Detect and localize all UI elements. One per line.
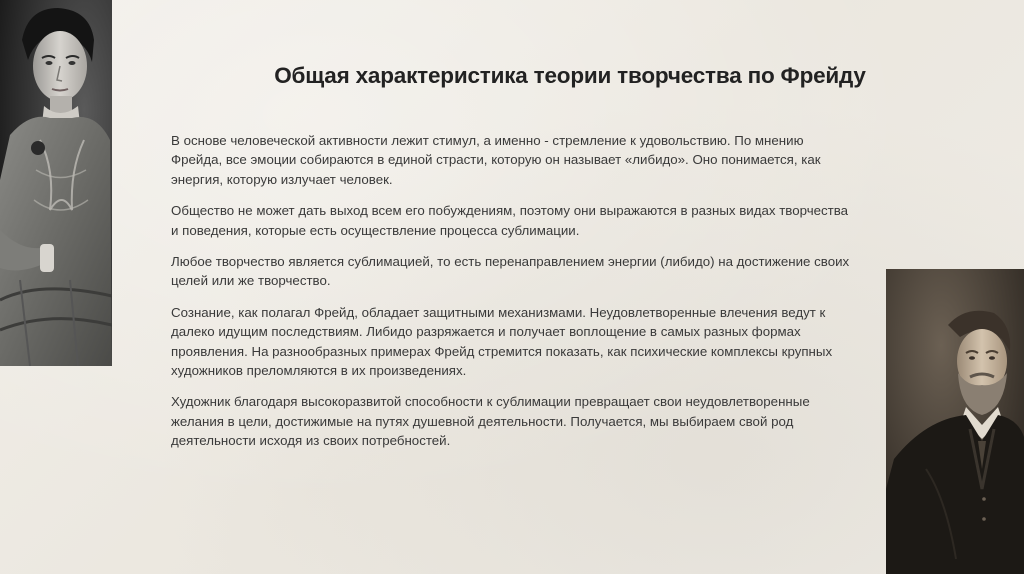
paragraph-consciousness: Сознание, как полагал Фрейд, обладает защитными механизмами. Неудовлетворенные влечения ведут к далеко идущим последствиям. Либидо разряжается и получает воплощение в самых разных формах проявления. На разнообразных примерах Фрейд стремится показать, как психические комплексы крупных художников преломляются в их произведениях. xyxy=(171,304,833,379)
woman-portrait-illustration xyxy=(0,0,112,366)
paragraph-artist: Художник благодаря высокоразвитой способности к сублимации превращает свои неудовлетворенные желания в цели, достижимые на путях душевной деятельности. Получается, мы выбираем свой род деятельности исходя из своих потребностей. xyxy=(171,394,810,449)
woman-portrait-photo xyxy=(0,0,112,366)
paragraph-society: Общество не может дать выход всем его побуждениям, поэтому они выражаются в разных видах творчества и поведения, которые есть осуществление процесса сублимации. xyxy=(171,203,849,238)
freud-portrait-photo xyxy=(886,269,1024,574)
paragraph-stimulus: В основе человеческой активности лежит стимул, а именно - стремление к удовольствию. По мнению Фрейда, все эмоции собираются в единой страсти, которую он называет «либидо». Оно понимается, как энергия, которую излучает человек. xyxy=(171,133,821,187)
slide-body xyxy=(171,131,851,463)
slide-title: Общая характеристика теории творчества по Фрейду xyxy=(274,63,866,89)
man-portrait-illustration xyxy=(886,269,1024,574)
paragraph-sublimation: Любое творчество является сублимацией, то есть перенаправлением энергии (либидо) на достижение своих целей или же творчество. xyxy=(171,254,850,289)
